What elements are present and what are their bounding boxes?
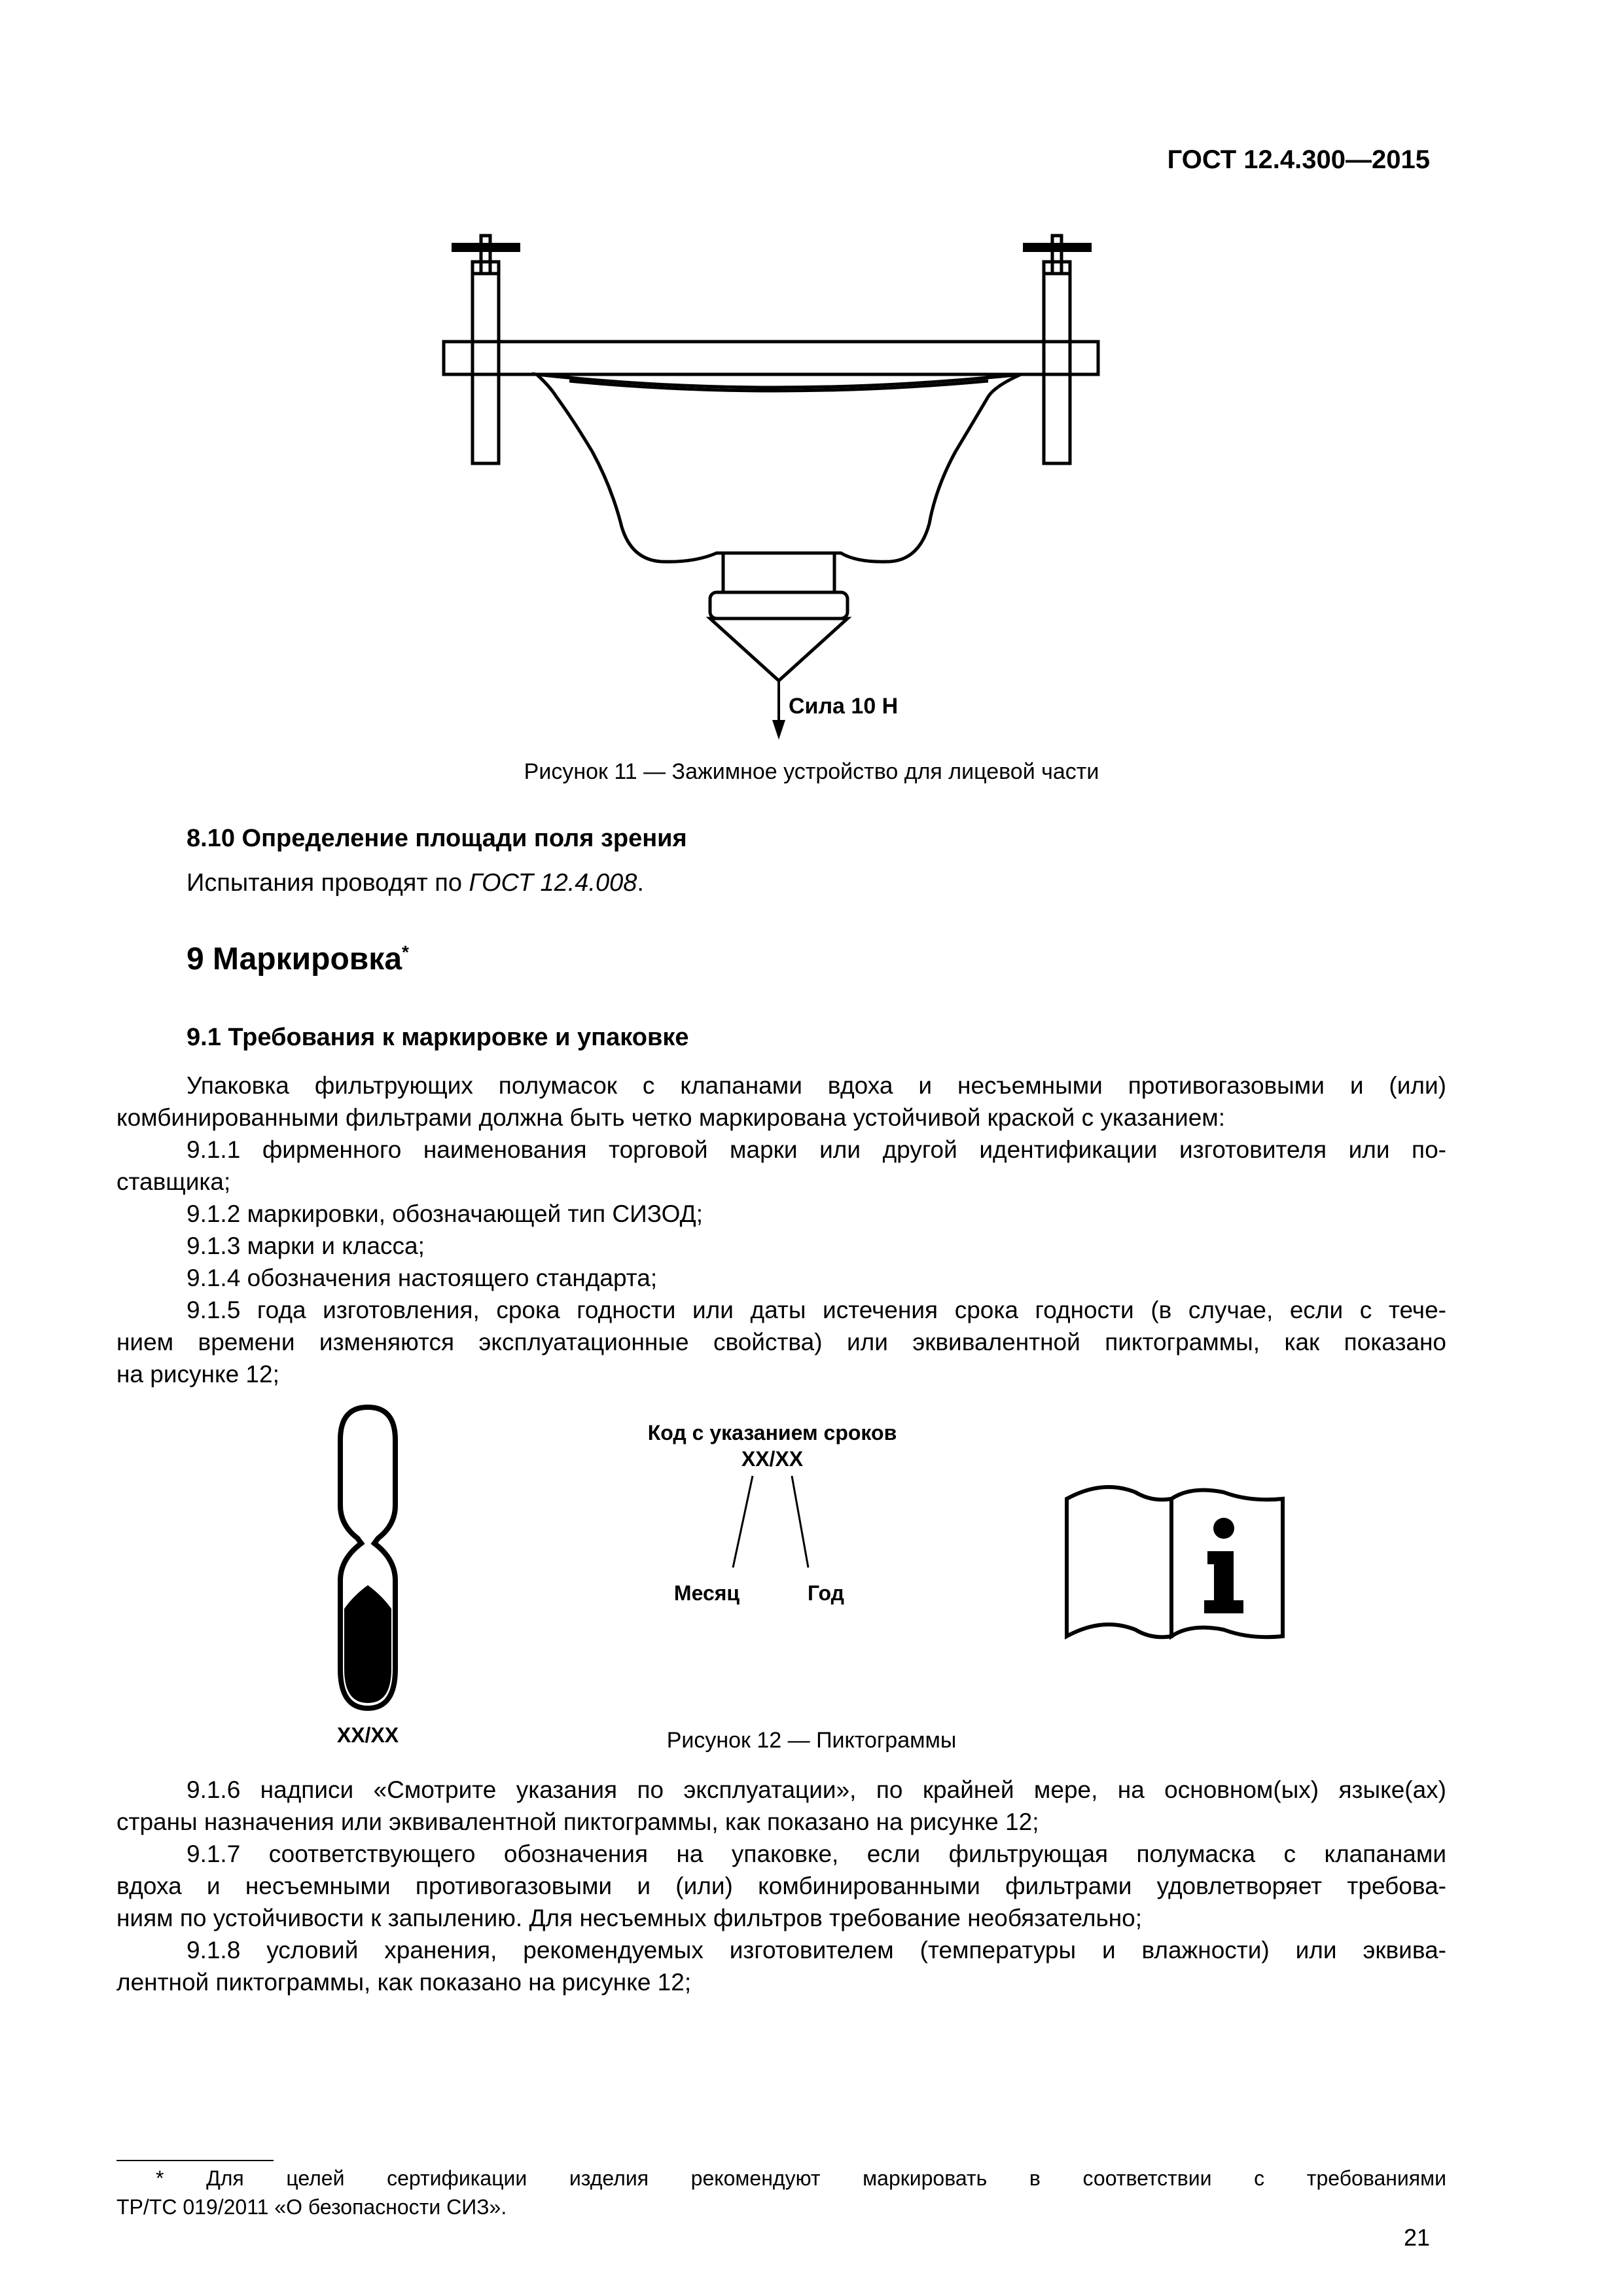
item-9-1-5-line-2: нием времени изменяются эксплуатационные свойства) или эквивалентной пиктограммы, как показано xyxy=(116,1329,1446,1355)
section-8-10-text: Испытания проводят по ГОСТ 12.4.008. xyxy=(187,869,644,897)
item-9-1-7-line-3: ниям по устойчивости к запылению. Для несъемных фильтров требование необязательно; xyxy=(116,1905,1143,1931)
outlet-neck xyxy=(723,553,834,592)
item-9-1-2: 9.1.2 маркировки, обозначающей тип СИЗОД; xyxy=(187,1200,703,1227)
section-9-heading: 9 Маркировка* xyxy=(187,942,409,977)
info-dot xyxy=(1213,1518,1234,1539)
year-label: Год xyxy=(808,1581,844,1605)
footnote xyxy=(116,2164,1446,2221)
weight-cone xyxy=(710,619,847,681)
section-9-1-body xyxy=(116,1069,1446,1390)
code-value: XX/XX xyxy=(741,1447,804,1471)
outlet-cap xyxy=(710,592,847,619)
item-9-1-1-line-2: ставщика; xyxy=(116,1168,231,1195)
item-9-1-8-line-1: 9.1.8 условий хранения, рекомендуемых изготовителем (температуры и влажности) или эквива- xyxy=(187,1937,1446,1964)
item-9-1-6-line-2: страны назначения или эквивалентной пиктограммы, как показано на рисунке 12; xyxy=(116,1808,1039,1835)
standard-reference: ГОСТ 12.4.008 xyxy=(469,869,637,897)
footnote-line-1: * Для целей сертификации изделия рекомендуют маркировать в соответствии с требованиями xyxy=(156,2166,1446,2190)
item-9-1-1-line-1: 9.1.1 фирменного наименования торговой марки или другой идентификации изготовителя или по- xyxy=(187,1136,1446,1163)
item-9-1-7-line-2: вдоха и несъемными противогазовыми и (или) комбинированными фильтрами удовлетворяет требова- xyxy=(116,1873,1446,1899)
right-clamp-screw xyxy=(1052,236,1061,274)
item-9-1-5-line-1: 9.1.5 года изготовления, срока годности или даты истечения срока годности (в случае, если с тече- xyxy=(187,1297,1446,1323)
document-header: ГОСТ 12.4.300—2015 xyxy=(1167,145,1430,174)
item-9-1-6-line-1: 9.1.6 надписи «Смотрите указания по эксплуатации», по крайней мере, на основном(ых) языке(ах) xyxy=(187,1776,1446,1803)
month-pointer xyxy=(733,1476,753,1568)
year-pointer xyxy=(792,1476,808,1568)
figure-11-caption: Рисунок 11 — Зажимное устройство для лицевой части xyxy=(524,759,1099,784)
hourglass-label: XX/XX xyxy=(336,1723,399,1747)
code-title: Код с указанием сроков xyxy=(647,1421,897,1444)
arrow-head xyxy=(772,720,785,740)
section-8-10-heading: 8.10 Определение площади поля зрения xyxy=(187,825,687,852)
footnote-mark: * xyxy=(402,942,409,962)
item-9-1-3: 9.1.3 марки и класса; xyxy=(187,1232,425,1259)
page-number: 21 xyxy=(1403,2224,1430,2251)
item-9-1-4: 9.1.4 обозначения настоящего стандарта; xyxy=(187,1265,658,1291)
month-label: Месяц xyxy=(673,1581,740,1605)
item-9-1-5-line-3: на рисунке 12; xyxy=(116,1361,279,1388)
item-9-1-8-line-2: лентной пиктограммы, как показано на рисунке 12; xyxy=(116,1969,692,1996)
figure-11-clamping-device xyxy=(0,0,1623,785)
footnote-line-2: ТР/ТС 019/2011 «О безопасности СИЗ». xyxy=(116,2195,507,2219)
item-9-1-7-line-1: 9.1.7 соответствующего обозначения на упаковке, если фильтрующая полумаска с клапанами xyxy=(187,1840,1446,1867)
intro-line-1: Упаковка фильтрующих полумасок с клапанами вдоха и несъемными противогазовыми и (или) xyxy=(187,1072,1446,1099)
force-label: Сила 10 Н xyxy=(789,694,899,719)
intro-line-2: комбинированными фильтрами должна быть четко маркирована устойчивой краской с указанием: xyxy=(116,1104,1225,1131)
items-after-figure xyxy=(116,1774,1446,1998)
footnote-divider xyxy=(116,2160,274,2161)
hourglass-icon xyxy=(340,1407,395,1708)
left-clamp-screw xyxy=(481,236,490,274)
clamp-bar xyxy=(444,342,1098,374)
info-book-icon xyxy=(1067,1487,1283,1637)
section-9-1-heading: 9.1 Требования к маркировке и упаковке xyxy=(187,1024,689,1051)
face-piece xyxy=(537,374,1021,562)
figure-12-caption: Рисунок 12 — Пиктограммы xyxy=(666,1728,957,1753)
